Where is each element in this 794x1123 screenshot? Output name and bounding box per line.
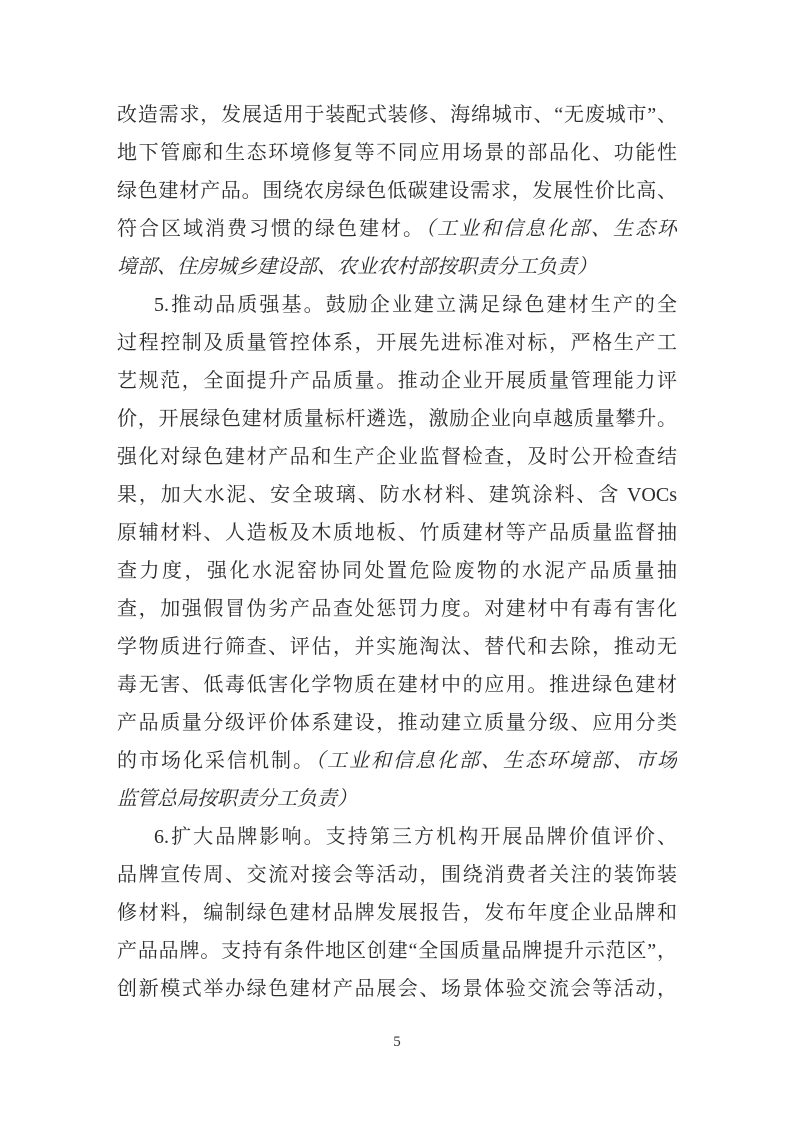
body-text: 查，加强假冒伪劣产品查处惩罚力度。对建材中有毒有害化 [117, 598, 677, 620]
body-text: 强化对绿色建材产品和生产企业监督检查，及时公开检查结 [117, 446, 677, 468]
body-text: 品牌宣传周、交流对接会等活动，围绕消费者关注的装饰装 [117, 864, 677, 886]
document-line [117, 590, 677, 628]
document-line [117, 742, 677, 780]
body-text: 绿色建材产品。围绕农房绿色低碳建设需求，发展性价比高、 [117, 180, 677, 202]
body-text: 改造需求，发展适用于装配式装修、海绵城市、“无废城市”、 [117, 104, 677, 126]
document-line [117, 856, 677, 894]
document-line [117, 932, 677, 970]
document-line [117, 666, 677, 704]
annotation-text: （工业和信息化部、生态环境部、市场 [315, 750, 677, 772]
page-number: 5 [393, 1034, 401, 1050]
body-text: 查力度，强化水泥窑协同处置危险废物的水泥产品质量抽 [117, 560, 677, 582]
body-text: 符合区域消费习惯的绿色建材。 [117, 218, 425, 240]
body-text: 5.推动品质强基。鼓励企业建立满足绿色建材生产的全 [154, 294, 677, 316]
body-text: 学物质进行筛查、评估，并实施淘汰、替代和去除，推动无 [117, 636, 677, 658]
annotation-text: （工业和信息化部、生态环 [425, 218, 677, 240]
document-line [117, 96, 677, 134]
document-line [117, 134, 677, 172]
document-line [117, 970, 677, 1008]
document-line [117, 438, 677, 476]
document-line [117, 818, 677, 856]
document-line [117, 172, 677, 210]
body-text: 产品质量分级评价体系建设，推动建立质量分级、应用分类 [117, 712, 677, 734]
body-text: 原辅材料、人造板及木质地板、竹质建材等产品质量监督抽 [117, 522, 677, 544]
document-line [117, 286, 677, 324]
document-line [117, 248, 677, 286]
body-text: 修材料，编制绿色建材品牌发展报告，发布年度企业品牌和 [117, 902, 677, 924]
body-text: 毒无害、低毒低害化学物质在建材中的应用。推进绿色建材 [117, 674, 677, 696]
document-line [117, 476, 677, 514]
document-line [117, 514, 677, 552]
document-line [117, 552, 677, 590]
body-text: 创新模式举办绿色建材产品展会、场景体验交流会等活动， [117, 978, 677, 1000]
document-line [117, 400, 677, 438]
annotation-text: 境部、住房城乡建设部、农业农村部按职责分工负责） [117, 256, 597, 278]
body-text: 艺规范，全面提升产品质量。推动企业开展质量管理能力评 [117, 370, 677, 392]
body-text: 果，加大水泥、安全玻璃、防水材料、建筑涂料、含 VOCs [117, 484, 677, 506]
body-text: 地下管廊和生态环境修复等不同应用场景的部品化、功能性 [117, 142, 677, 164]
document-line [117, 362, 677, 400]
document-line [117, 210, 677, 248]
page-footer [0, 1032, 794, 1052]
annotation-text: 监管总局按职责分工负责） [117, 788, 357, 810]
body-text: 6.扩大品牌影响。支持第三方机构开展品牌价值评价、 [154, 826, 677, 848]
document-line [117, 324, 677, 362]
body-text: 过程控制及质量管控体系，开展先进标准对标，严格生产工 [117, 332, 677, 354]
document-line [117, 704, 677, 742]
body-text: 的市场化采信机制。 [117, 750, 315, 772]
document-line [117, 894, 677, 932]
document-line [117, 628, 677, 666]
document-body [117, 96, 677, 1008]
document-line [117, 780, 677, 818]
body-text: 价，开展绿色建材质量标杆遴选，激励企业向卓越质量攀升。 [117, 408, 677, 430]
body-text: 产品品牌。支持有条件地区创建“全国质量品牌提升示范区”， [117, 940, 677, 962]
